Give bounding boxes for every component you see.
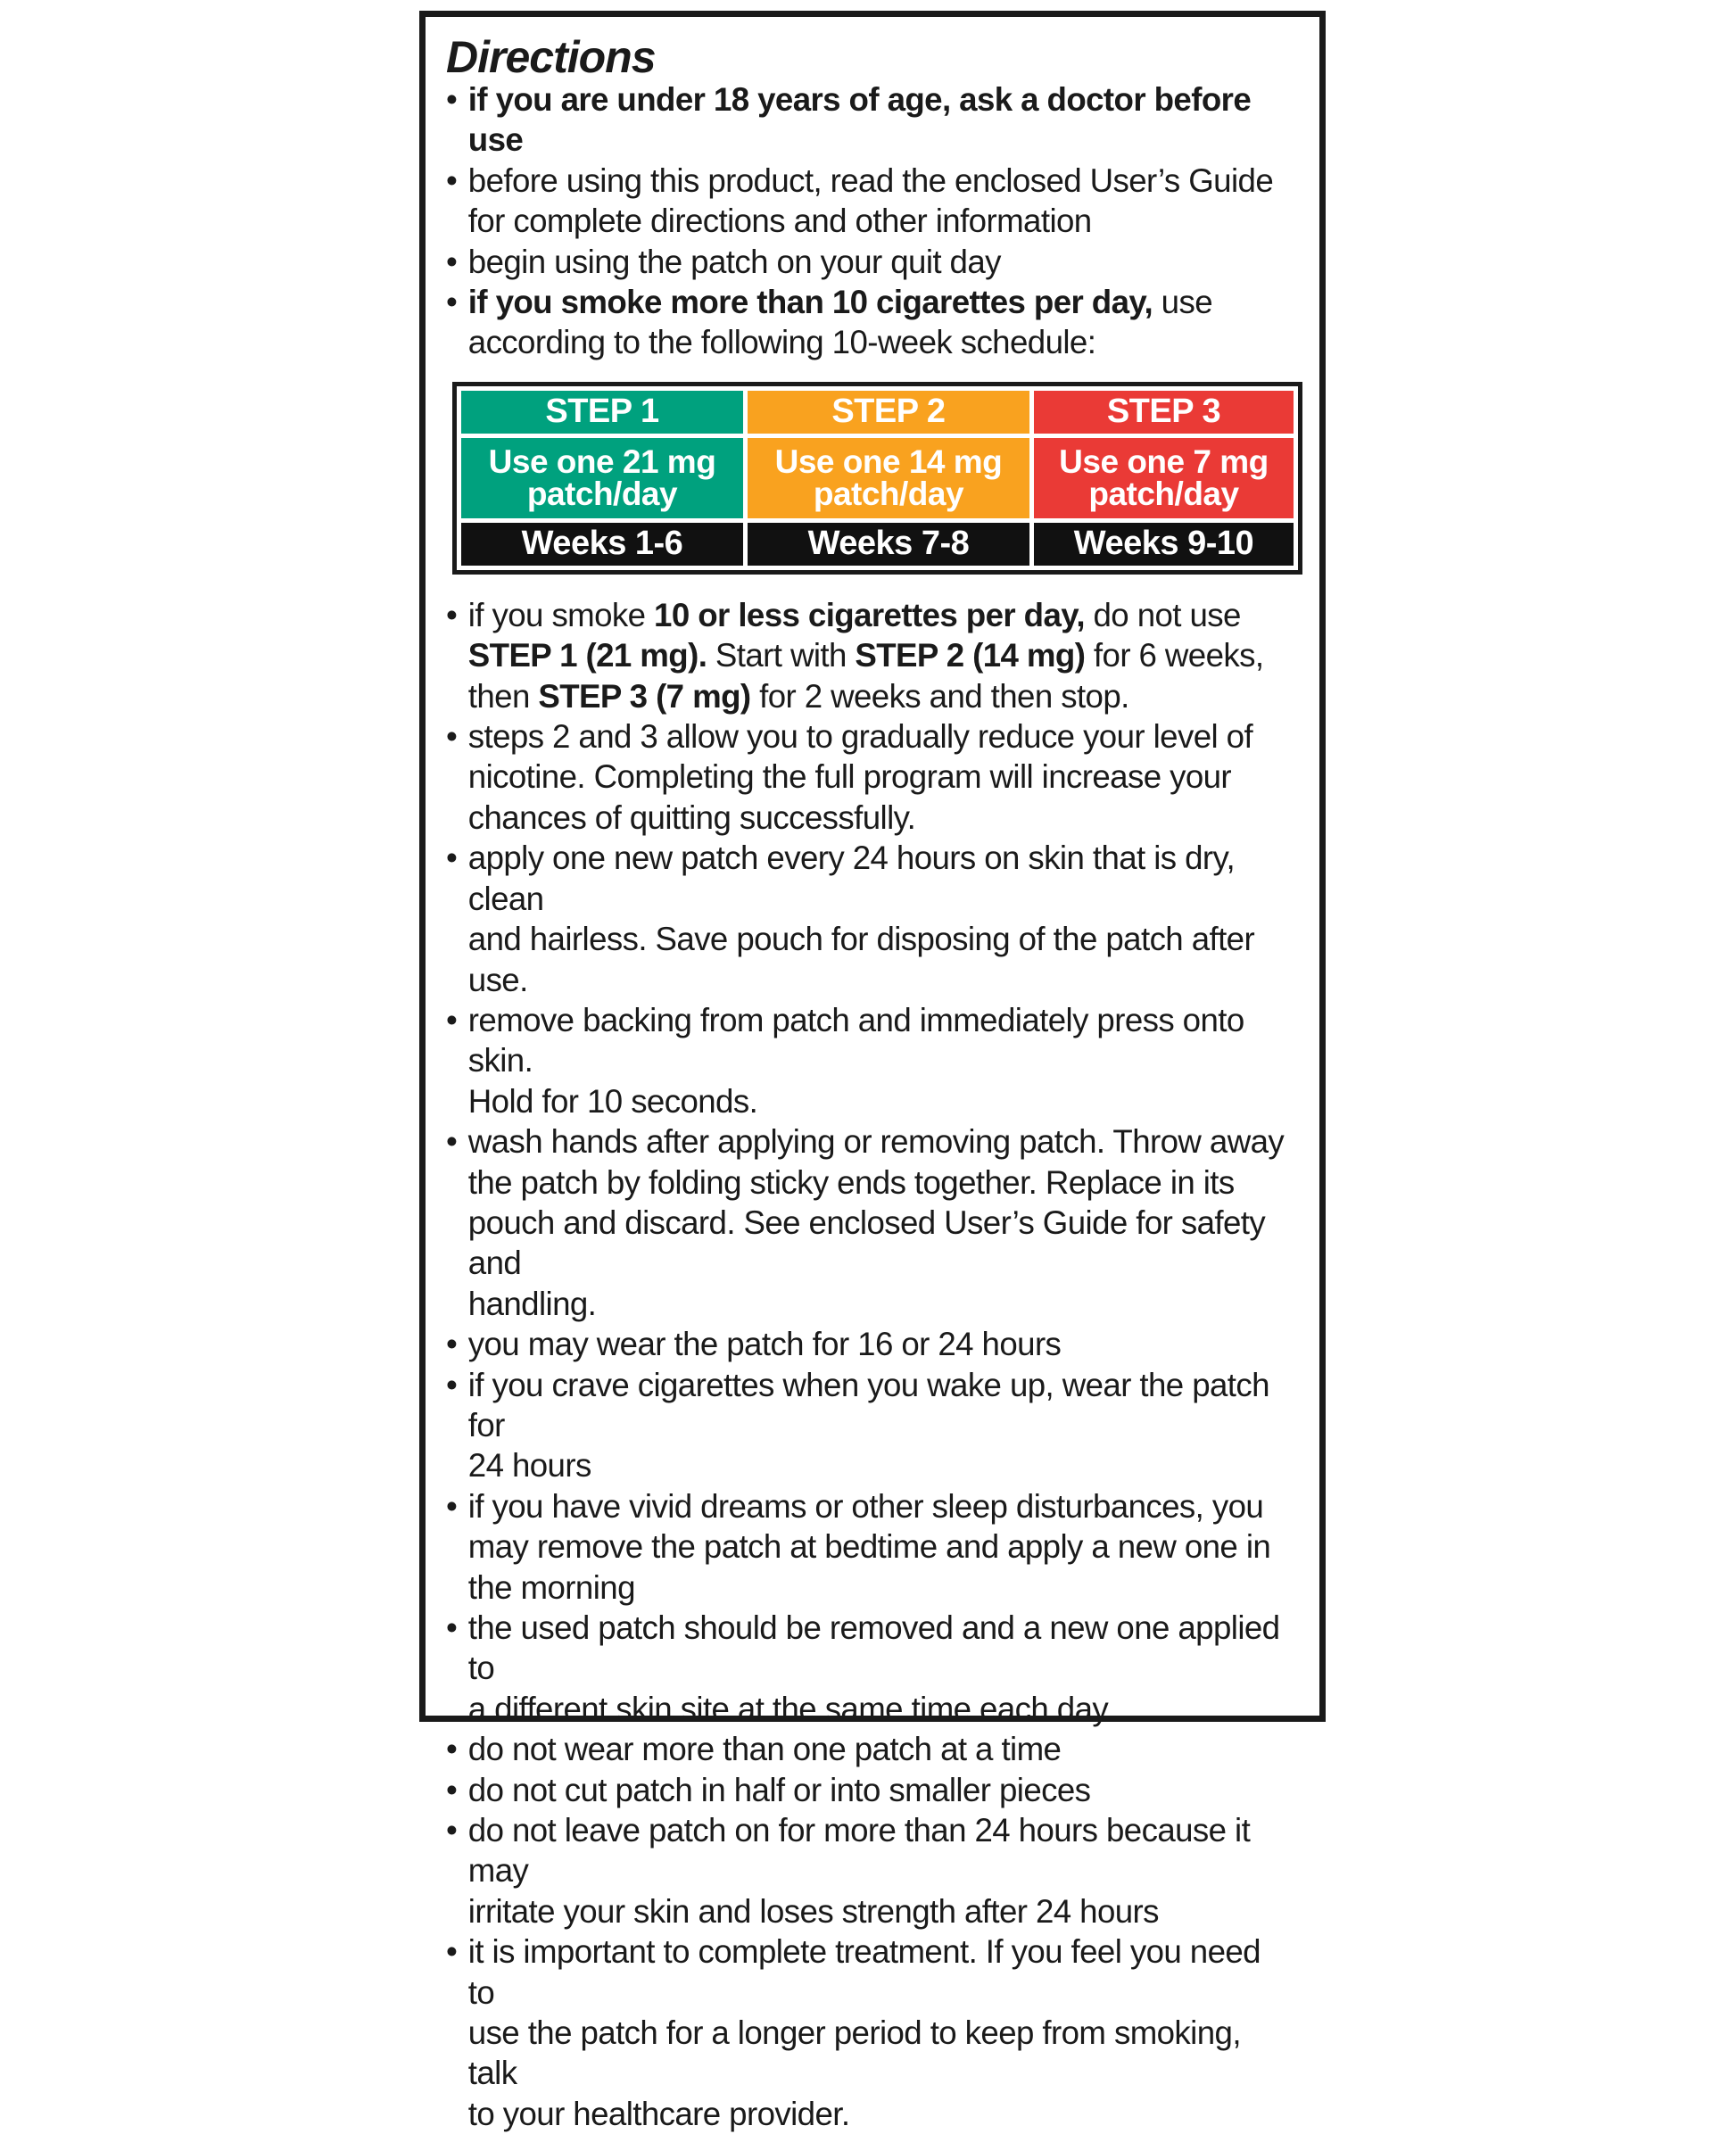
- direction-text: the patch by folding sticky ends together. Replace in its: [467, 1163, 1235, 1201]
- direction-text: if you smoke more than 10 cigarettes per day,: [467, 284, 1153, 321]
- step-2-dose: [748, 438, 1029, 518]
- direction-text: if you are under 18 years of age, ask a doctor before use: [467, 81, 1252, 159]
- step-1-weeks: Weeks 1-6: [461, 523, 743, 566]
- direction-text: apply one new patch every 24 hours on skin that is dry, clean: [467, 840, 1236, 917]
- direction-item: [446, 1608, 1294, 1729]
- step-1-dose-line2: patch/day: [526, 475, 678, 512]
- direction-text: STEP 3 (7 mg): [538, 677, 751, 715]
- direction-text: the used patch should be removed and a new one applied to: [467, 1609, 1280, 1687]
- directions-list-top: [446, 79, 1302, 363]
- direction-text: before using this product, read the enclosed User’s Guide: [467, 161, 1274, 199]
- direction-text: handling.: [467, 1285, 597, 1322]
- step-2-dose-line1: Use one 14 mg: [774, 443, 1003, 480]
- direction-text: you may wear the patch for 16 or 24 hours: [467, 1326, 1062, 1363]
- step-1-dose-line1: Use one 21 mg: [488, 443, 716, 480]
- direction-text: Hold for 10 seconds.: [467, 1082, 758, 1120]
- direction-text: if you smoke: [467, 596, 655, 633]
- direction-item: [446, 595, 1294, 716]
- direction-text: for complete directions and other information: [467, 203, 1092, 240]
- bullet: •: [446, 1771, 458, 1808]
- direction-text: begin using the patch on your quit day: [467, 243, 1001, 280]
- direction-text: a different skin site at the same time each day: [467, 1690, 1109, 1727]
- direction-item: [446, 1931, 1294, 2134]
- direction-text: irritate your skin and loses strength after 24 hours: [467, 1892, 1159, 1930]
- bullet: •: [446, 1812, 458, 1849]
- step-3-dose: [1034, 438, 1294, 518]
- direction-text: for 2 weeks and then stop.: [750, 677, 1129, 715]
- directions-panel: [419, 11, 1326, 2132]
- bullet: •: [446, 1001, 458, 1038]
- direction-item: [446, 838, 1294, 1000]
- bullet: •: [446, 1366, 458, 1403]
- step-3-dose-line2: patch/day: [1088, 475, 1239, 512]
- direction-text: do not cut patch in half or into smaller pieces: [467, 1771, 1091, 1808]
- direction-item: [446, 1324, 1294, 1364]
- bullet: •: [446, 161, 458, 199]
- direction-text: pouch and discard. See enclosed User’s Guide for safety and: [467, 1203, 1266, 1282]
- direction-text: Start with: [707, 637, 856, 674]
- direction-text: do not wear more than one patch at a time: [467, 1731, 1062, 1768]
- direction-text: remove backing from patch and immediately press onto skin.: [467, 1001, 1244, 1079]
- direction-text: if you crave cigarettes when you wake up, wear the patch for: [467, 1366, 1269, 1443]
- weeks-row: [461, 523, 1294, 566]
- direction-text: for 6 weeks,: [1085, 637, 1264, 674]
- direction-text: STEP 2 (14 mg): [855, 637, 1086, 674]
- step-1-dose: [461, 438, 743, 518]
- directions-content: [446, 29, 1302, 2134]
- step-3-weeks: Weeks 9-10: [1034, 523, 1294, 566]
- direction-item: [446, 1000, 1294, 1121]
- direction-text: it is important to complete treatment. If you feel you need to: [467, 1933, 1261, 2011]
- bullet: •: [446, 284, 458, 321]
- direction-text: do not use: [1084, 596, 1241, 633]
- direction-text: 10 or less cigarettes per day,: [654, 596, 1085, 633]
- direction-item: [446, 1810, 1294, 1931]
- bullet: •: [446, 1123, 458, 1161]
- direction-item: [446, 79, 1294, 161]
- direction-text: STEP 1 (21 mg).: [467, 637, 707, 674]
- direction-item: [446, 716, 1294, 838]
- direction-text: steps 2 and 3 allow you to gradually reduce your level of: [467, 718, 1253, 756]
- bullet: •: [446, 718, 458, 756]
- direction-text: wash hands after applying or removing patch. Throw away: [467, 1123, 1285, 1161]
- direction-item: [446, 282, 1294, 363]
- dosage-schedule-table: [457, 386, 1298, 570]
- bullet: •: [446, 1731, 458, 1768]
- direction-text: to your healthcare provider.: [467, 2095, 850, 2132]
- bullet: •: [446, 1933, 458, 1971]
- step-2-weeks: Weeks 7-8: [748, 523, 1029, 566]
- direction-text: the morning: [467, 1568, 635, 1606]
- directions-list-bottom: [446, 595, 1302, 2134]
- bullet: •: [446, 243, 458, 280]
- direction-text: and hairless. Save pouch for disposing of the patch after use.: [467, 921, 1255, 998]
- direction-item: [446, 1486, 1294, 1608]
- step-2-label: STEP 2: [748, 391, 1029, 434]
- direction-item: [446, 161, 1294, 242]
- direction-item: [446, 1365, 1294, 1486]
- direction-item: [446, 1770, 1294, 1810]
- direction-item: [446, 1121, 1294, 1324]
- bullet: •: [446, 1609, 458, 1646]
- direction-text: may remove the patch at bedtime and apply a new one in: [467, 1528, 1271, 1566]
- direction-text: use the patch for a longer period to keep from smoking, talk: [467, 2014, 1241, 2092]
- direction-item: [446, 242, 1294, 282]
- step-1-label: STEP 1: [461, 391, 743, 434]
- direction-item: [446, 1729, 1294, 1769]
- bullet: •: [446, 596, 458, 633]
- step-row: [461, 391, 1294, 434]
- direction-text: according to the following 10-week schedule:: [467, 324, 1096, 361]
- direction-text: nicotine. Completing the full program will increase your: [467, 758, 1232, 796]
- direction-text: then: [467, 677, 539, 715]
- bullet: •: [446, 840, 458, 877]
- direction-text: do not leave patch on for more than 24 hours because it may: [467, 1812, 1251, 1890]
- step-3-label: STEP 3: [1034, 391, 1294, 434]
- directions-heading: Directions: [446, 32, 656, 82]
- bullet: •: [446, 1326, 458, 1363]
- direction-text: if you have vivid dreams or other sleep disturbances, you: [467, 1487, 1264, 1525]
- bullet: •: [446, 81, 458, 118]
- direction-text: 24 hours: [467, 1447, 591, 1485]
- bullet: •: [446, 1487, 458, 1525]
- step-2-dose-line2: patch/day: [813, 475, 964, 512]
- direction-text: use: [1153, 284, 1213, 321]
- direction-text: chances of quitting successfully.: [467, 798, 916, 836]
- dose-row: [461, 438, 1294, 518]
- step-3-dose-line1: Use one 7 mg: [1059, 443, 1269, 480]
- dosage-schedule: [452, 382, 1302, 575]
